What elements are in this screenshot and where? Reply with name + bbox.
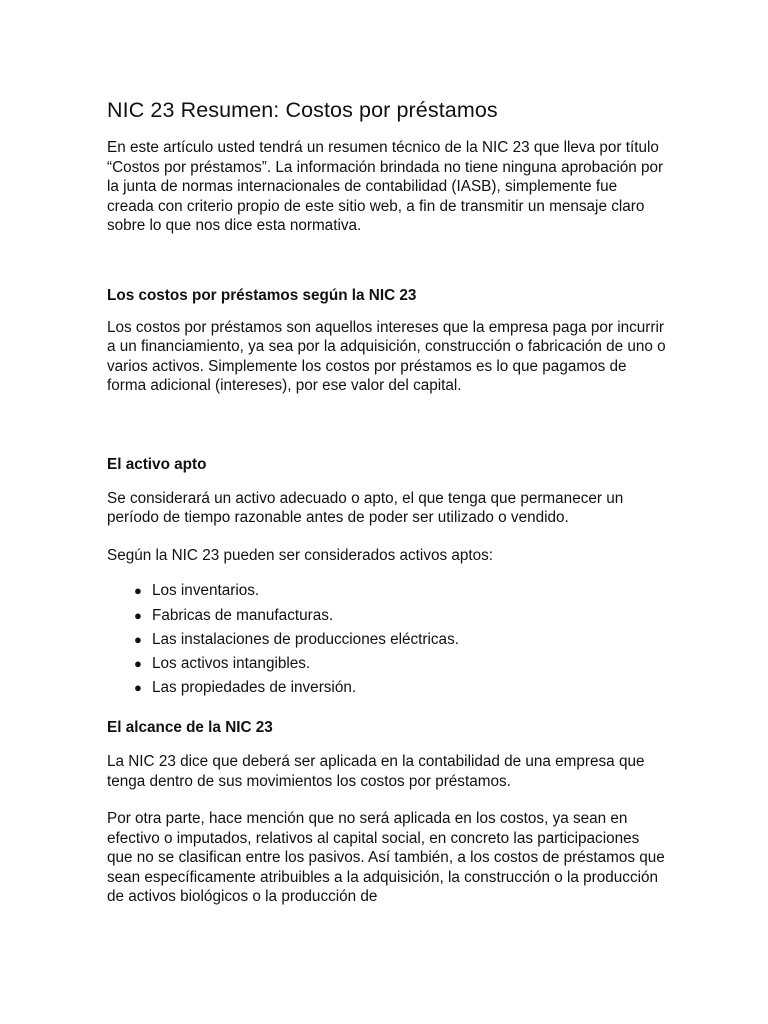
list-item: ● Las propiedades de inversión. xyxy=(152,676,667,700)
section-paragraph-costos: Los costos por préstamos son aquellos intereses que la empresa paga por incurrir a un financiamiento, ya sea por la adquisición, construcción o fabricación de uno o varios activos. Simplemente los costos por préstamos es lo que pagamos de forma adicional (intereses), por ese valor del capital. xyxy=(107,318,666,395)
section-heading-costos: Los costos por préstamos según la NIC 23 xyxy=(107,286,417,304)
section-paragraph-alcance-1: La NIC 23 dice que deberá ser aplicada en la contabilidad de una empresa que tenga dentro de sus movimientos los costos por préstamos. xyxy=(107,752,645,790)
bullet-icon: ● xyxy=(134,607,142,623)
list-item: ● Fabricas de manufacturas. xyxy=(152,604,667,628)
section-paragraph-activo-apto: Se considerará un activo adecuado o apto, el que tenga que permanecer un período de tiempo razonable antes de poder ser utilizado o vendido. xyxy=(107,489,624,527)
activos-aptos-list xyxy=(107,579,667,700)
page-title: NIC 23 Resumen: Costos por préstamos xyxy=(107,98,498,122)
section-paragraph-alcance-2: Por otra parte, hace mención que no será aplicada en los costos, ya sean en efectivo o imputados, relativos al capital social, en concreto las participaciones que no se clasifican entre los pasivos. Así también, a los costos de préstamos que sean específicamente atribuibles a la adquisición, la construcción o la producción de activos biológicos o la producción de xyxy=(107,810,665,906)
bullet-icon: ● xyxy=(134,631,142,647)
list-intro-paragraph: Según la NIC 23 pueden ser considerados activos aptos: xyxy=(107,546,494,564)
list-item: ● Las instalaciones de producciones eléctricas. xyxy=(152,628,667,652)
list-item: ● Los inventarios. xyxy=(152,579,667,603)
intro-paragraph: En este artículo usted tendrá un resumen técnico de la NIC 23 que lleva por título “Costos por préstamos”. La información brindada no tiene ninguna aprobación por la junta de normas internacionales de contabilidad (IASB), simplemente fue creada con criterio propio de este sitio web, a fin de transmitir un mensaje claro sobre lo que nos dice esta normativa. xyxy=(107,139,664,235)
document-page xyxy=(107,96,667,907)
section-heading-alcance: El alcance de la NIC 23 xyxy=(107,719,273,737)
section-heading-activo-apto: El activo apto xyxy=(107,455,207,473)
bullet-icon: ● xyxy=(134,680,142,696)
list-item: ● Los activos intangibles. xyxy=(152,652,667,676)
bullet-icon: ● xyxy=(134,583,142,599)
bullet-icon: ● xyxy=(134,655,142,671)
